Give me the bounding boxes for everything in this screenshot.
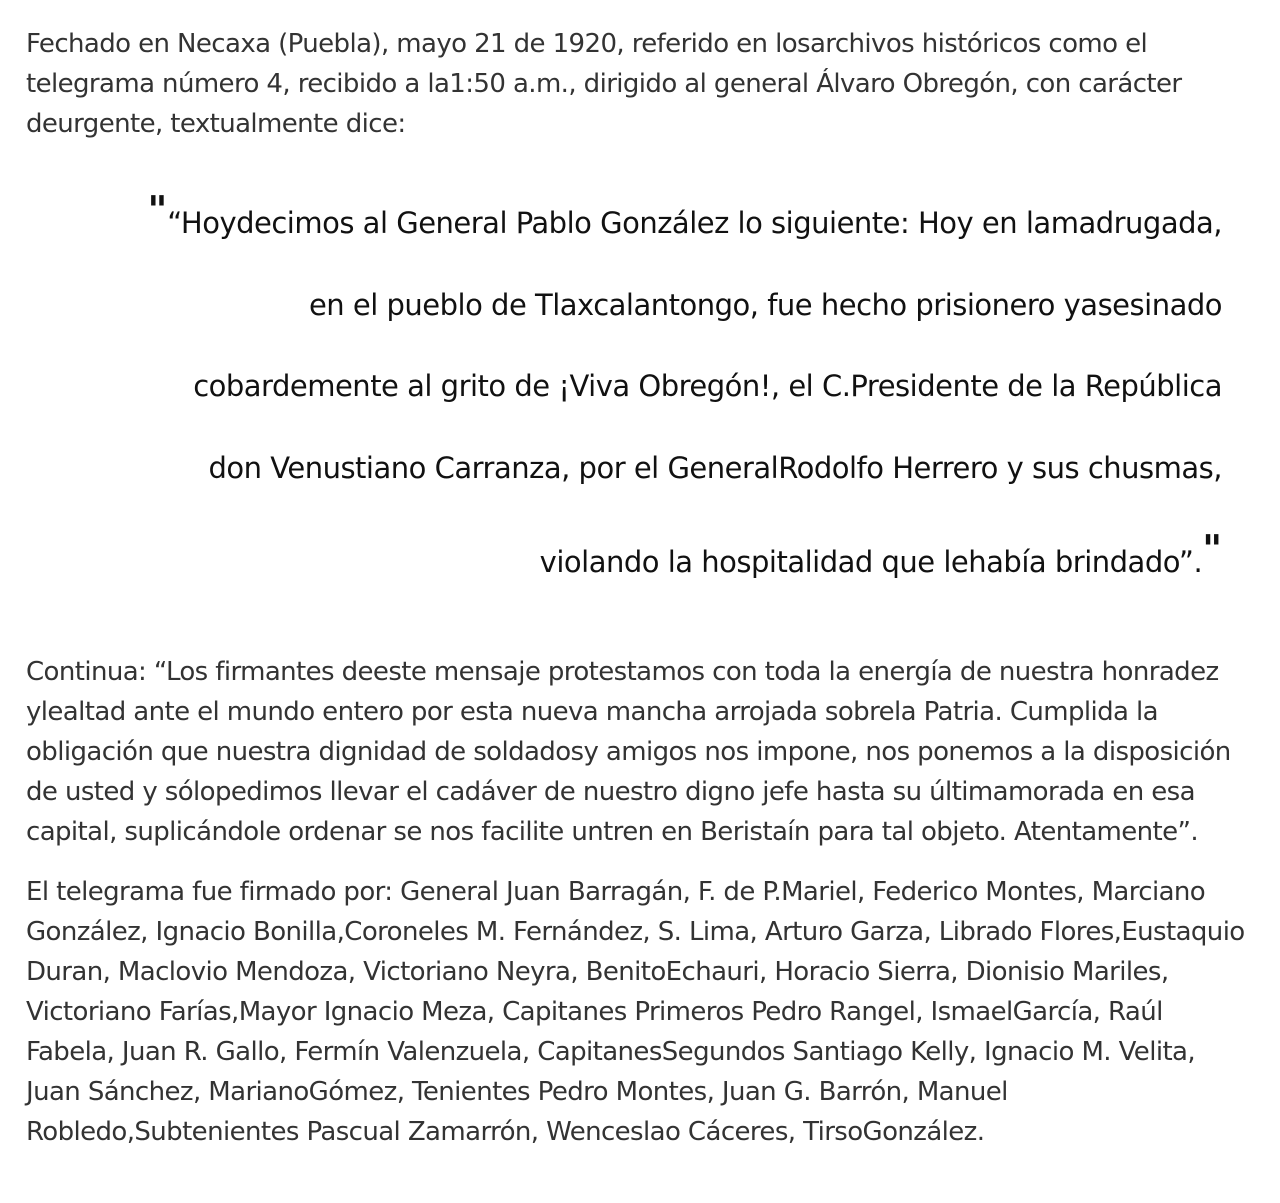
article-body	[26, 24, 1256, 1152]
quote-line-2: en el pueblo de Tlaxcalantongo, fue hecho prisionero yasesinado	[308, 287, 1222, 322]
quote-line-4: don Venustiano Carranza, por el GeneralRodolfo Herrero y sus chusmas,	[208, 450, 1222, 485]
intro-paragraph: Fechado en Necaxa (Puebla), mayo 21 de 1920, referido en losarchivos históricos como el telegrama número 4, recibido a la1:50 a.m., dirigido al general Álvaro Obregón, con carácter deurgente, textualmente dice:	[26, 29, 1182, 139]
continua-paragraph: Continua: “Los firmantes deeste mensaje protestamos con toda la energía de nuestra honradez ylealtad ante el mundo entero por esta nueva mancha arrojada sobrela Patria. Cumplida la obligación que nuestra dignidad de soldadosy amigos nos impone, nos ponemos a la disposición de usted y sólopedimos llevar el cadáver de nuestro digno jefe hasta su últimamorada en esa capital, suplicándole ordenar se nos facilite untren en Beristaín para tal objeto. Atentamente”.	[26, 656, 1231, 847]
quote-line-1	[147, 188, 1222, 240]
telegram-blockquote	[26, 170, 1222, 604]
signatories-paragraph: El telegrama fue firmado por: General Juan Barragán, F. de P.Mariel, Federico Montes, Marciano González, Ignacio Bonilla,Coroneles M. Fernández, S. Lima, Arturo Garza, Librado Flores,Eustaquio Duran, Maclovio Mendoza, Victoriano Neyra, BenitoEchauri, Horacio Sierra, Dionisio Mariles, Victoriano Farías,Mayor Ignacio Meza, Capitanes Primeros Pedro Rangel, IsmaelGarcía, Raúl Fabela, Juan R. Gallo, Fermín Valenzuela, CapitanesSegundos Santiago Kelly, Ignacio M. Velita, Juan Sánchez, MarianoGómez, Tenientes Pedro Montes, Juan G. Barrón, Manuel Robledo,Subtenientes Pascual Zamarrón, Wenceslao Cáceres, TirsoGonzález.	[26, 876, 1245, 1147]
quote-line-1-text: “Hoydecimos al General Pablo González lo siguiente: Hoy en lamadrugada,	[167, 206, 1222, 240]
quote-line-5	[539, 527, 1222, 579]
quote-line-3: cobardemente al grito de ¡Viva Obregón!, el C.Presidente de la República	[193, 369, 1222, 403]
open-quote-mark: "	[147, 188, 168, 232]
quote-line-5-text: violando la hospitalidad que lehabía brindado”.	[539, 545, 1203, 579]
close-quote-mark: "	[1202, 527, 1222, 571]
